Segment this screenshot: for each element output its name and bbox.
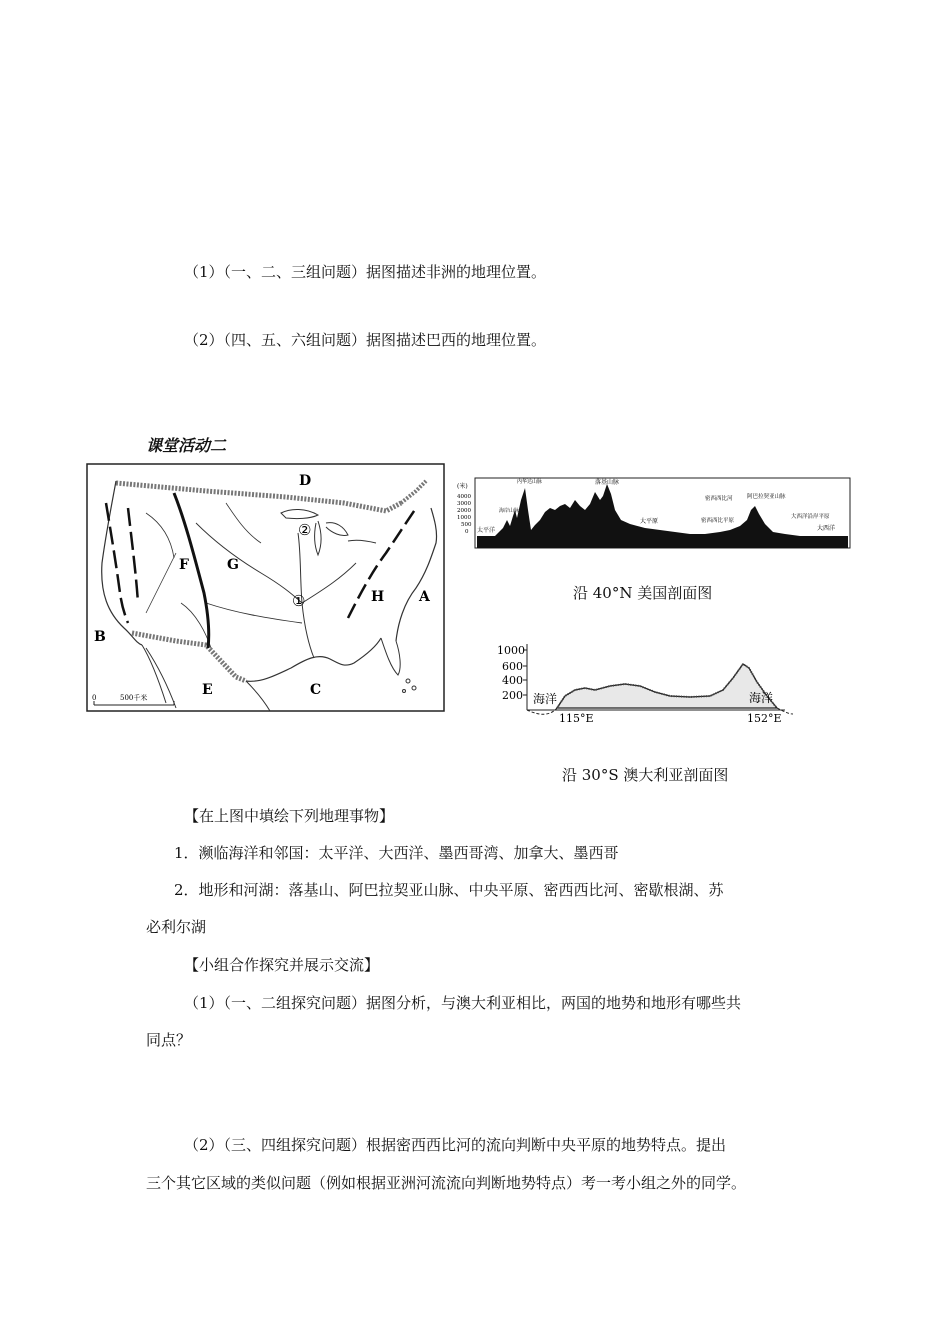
usa-label-central-plain: 密西西比平原: [701, 518, 735, 524]
usa-label-mississippi: 密西西比河: [705, 496, 733, 502]
map-label-h: H: [371, 589, 385, 605]
aus-y-tick-400: 400: [502, 674, 523, 687]
aus-lon-right: 152°E: [747, 712, 782, 725]
map-label-g: G: [227, 557, 239, 573]
aus-sea-right: 海洋: [749, 691, 774, 705]
usa-label-pacific: 太平洋: [477, 527, 496, 534]
group-q2-line1: （2）（三、四组探究问题）根据密西西比河的流向判断中央平原的地势特点。提出: [184, 1136, 727, 1154]
aus-y-tick-600: 600: [502, 660, 523, 673]
usa-profile-unit: (米): [457, 483, 468, 490]
map-label-b: B: [94, 629, 106, 645]
usa-y-tick-4000: 4000: [457, 494, 471, 500]
usa-label-great-plains: 大平原: [640, 518, 659, 525]
map-label-circle2: ②: [298, 521, 312, 539]
fill-item-1: 1．濒临海洋和邻国：太平洋、大西洋、墨西哥湾、加拿大、墨西哥: [174, 844, 619, 862]
usa-map: [86, 463, 446, 713]
usa-y-tick-500: 500: [461, 522, 472, 528]
group-q1-line1: （1）（一、二组探究问题）据图分析，与澳大利亚相比，两国的地势和地形有哪些共: [184, 994, 742, 1012]
group-heading: 【小组合作探究并展示交流】: [184, 956, 380, 974]
scale-label: 500千米: [120, 694, 148, 702]
usa-y-tick-2000: 2000: [457, 508, 471, 514]
usa-y-tick-3000: 3000: [457, 501, 471, 507]
usa-label-appalachian: 阿巴拉契亚山脉: [747, 494, 786, 500]
map-label-e: E: [202, 682, 213, 698]
usa-y-tick-0: 0: [465, 529, 469, 535]
activity-title: 课堂活动二: [146, 436, 227, 455]
fill-heading: 【在上图中填绘下列地理事物】: [184, 807, 395, 825]
usa-profile-caption: 沿 40°N 美国剖面图: [573, 584, 713, 602]
map-label-f: F: [179, 557, 189, 573]
usa-profile-chart: [455, 470, 855, 555]
aus-y-tick-200: 200: [502, 689, 523, 702]
usa-label-coast-range: 海岸山脉: [499, 508, 520, 514]
fill-item-2-line2: 必利尔湖: [146, 918, 207, 936]
aus-profile-caption: 沿 30°S 澳大利亚剖面图: [562, 766, 729, 784]
australia-profile-chart: [495, 640, 795, 725]
group-q1-line2: 同点？: [146, 1031, 192, 1049]
usa-label-atlantic-plain: 大西洋沿岸平原: [791, 514, 830, 520]
aus-sea-left: 海洋: [533, 692, 558, 706]
aus-y-tick-1000: 1000: [497, 644, 525, 657]
map-label-d: D: [299, 473, 312, 489]
usa-label-atlantic: 大西洋: [817, 525, 836, 532]
usa-y-tick-1000: 1000: [457, 515, 471, 521]
map-label-c: C: [310, 682, 322, 698]
group-q2-line2: 三个其它区域的类似问题（例如根据亚洲河流流向判断地势特点）考一考小组之外的同学。: [146, 1174, 747, 1192]
usa-label-sierra: 内华达山脉: [517, 479, 543, 485]
map-label-circle1: ①: [292, 592, 306, 610]
usa-label-rockies: 落基山脉: [595, 479, 620, 486]
fill-item-2-line1: 2．地形和河湖：落基山、阿巴拉契亚山脉、中央平原、密西西比河、密歇根湖、苏: [174, 881, 724, 899]
map-label-a: A: [419, 589, 430, 605]
aus-lon-left: 115°E: [559, 712, 594, 725]
scale-zero: 0: [92, 694, 97, 702]
question-africa: （1）（一、二、三组问题）据图描述非洲的地理位置。: [184, 263, 547, 281]
question-brazil: （2）（四、五、六组问题）据图描述巴西的地理位置。: [184, 331, 547, 349]
